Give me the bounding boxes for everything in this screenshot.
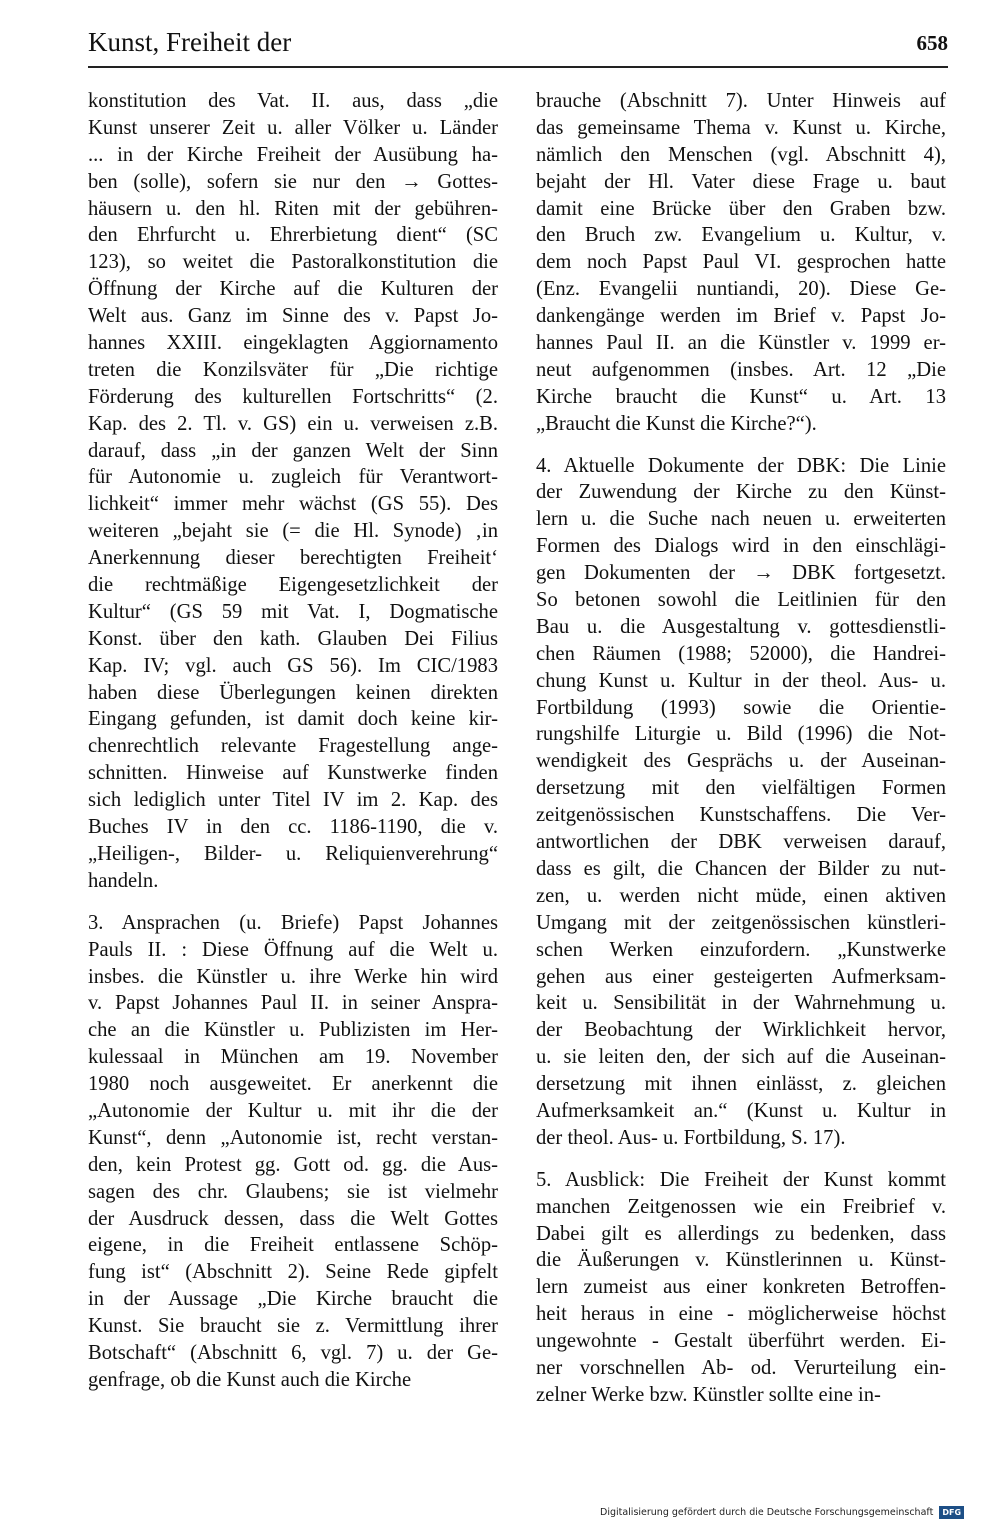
text-line: die rechtmäßige Eigengesetzlichkeit der xyxy=(88,574,498,597)
text-line: der theol. Aus- u. Fortbildung, S. 17). xyxy=(536,1126,846,1149)
text-line: So betonen sowohl die Leitlinien für den xyxy=(536,589,946,612)
text-line: damit eine Brücke über den Graben bzw. xyxy=(536,197,946,220)
dfg-logo: DFG xyxy=(939,1506,964,1519)
text-line: eigene, in die Freiheit entlassene Schöp- xyxy=(88,1234,498,1257)
left-text-column xyxy=(88,88,498,1394)
text-line: Konst. über den kath. Glauben Dei Filius xyxy=(88,627,498,650)
running-header xyxy=(88,24,948,68)
text-line: ner vorschnellen Ab- od. Verurteilung ein- xyxy=(536,1356,946,1379)
text-line: u. sie leiten den, der sich auf die Auseinan- xyxy=(536,1046,946,1069)
text-line: Fortbildung (1993) sowie die Orientie- xyxy=(536,696,946,719)
text-line: Welt aus. Ganz im Sinne des v. Papst Jo- xyxy=(88,305,498,328)
text-line: weiteren „bejaht sie (= die Hl. Synode) ‚in xyxy=(88,520,498,543)
text-line: Formen des Dialogs wird in den einschlägi- xyxy=(536,535,946,558)
text-line: genfrage, ob die Kunst auch die Kirche xyxy=(88,1368,412,1391)
text-line: Aufmerksamkeit an.“ (Kunst u. Kultur in xyxy=(536,1099,946,1122)
text-line: der Ausdruck dessen, dass die Welt Gottes xyxy=(88,1207,498,1230)
text-line: chenrechtlich relevante Fragestellung ange- xyxy=(88,735,498,758)
right-text-column xyxy=(536,88,946,1409)
text-line: wendigkeit des Gesprächs u. der Auseinan- xyxy=(536,750,946,773)
text-line: lern u. die Suche nach neuen u. erweiterten xyxy=(536,508,946,531)
text-line: häusern u. den hl. Riten mit der gebühren- xyxy=(88,197,498,220)
paragraph-gap xyxy=(88,895,498,910)
text-line: konstitution des Vat. II. aus, dass „die xyxy=(88,90,498,112)
text-line: heit heraus in eine - möglicherweise höchst xyxy=(536,1303,946,1326)
text-line: Öffnung der Kirche auf die Kulturen der xyxy=(88,278,498,301)
footer-credit-text: Digitalisierung gefördert durch die Deutsche Forschungsgemeinschaft xyxy=(600,1507,934,1518)
text-line: 5. Ausblick: Die Freiheit der Kunst kommt xyxy=(536,1168,946,1191)
text-line: fung ist“ (Abschnitt 2). Seine Rede gipfelt xyxy=(88,1261,498,1284)
text-line: gen Dokumenten der → DBK fortgesetzt. xyxy=(536,562,946,585)
text-line: nämlich den Menschen (vgl. Abschnitt 4), xyxy=(536,143,946,166)
text-line: gehen aus einer gesteigerten Aufmerksam- xyxy=(536,965,946,988)
text-line: Kultur“ (GS 59 mit Vat. I, Dogmatische xyxy=(88,600,498,623)
text-line: ben (solle), sofern sie nur den → Gottes- xyxy=(88,170,498,193)
text-line: 4. Aktuelle Dokumente der DBK: Die Linie xyxy=(536,454,946,477)
paragraph-gap xyxy=(536,438,946,453)
text-line: keit u. Sensibilität in der Wahrnehmung u. xyxy=(536,992,946,1015)
text-line: dem noch Papst Paul VI. gesprochen hatte xyxy=(536,251,946,274)
text-line: Eingang gefunden, ist damit doch keine kir- xyxy=(88,708,498,731)
text-line: Pauls II. : Diese Öffnung auf die Welt u. xyxy=(88,938,498,961)
text-line: schnitten. Hinweise auf Kunstwerke finden xyxy=(88,762,498,785)
text-line: ... in der Kirche Freiheit der Ausübung ha- xyxy=(88,143,498,166)
text-line: bejaht der Hl. Vater diese Frage u. baut xyxy=(536,170,946,193)
text-line: neut aufgenommen (insbes. Art. 12 „Die xyxy=(536,358,946,381)
text-line: sagen des chr. Glaubens; sie ist vielmehr xyxy=(88,1180,498,1203)
text-line: 123), so weitet die Pastoralkonstitution die xyxy=(88,251,498,274)
text-line: chung Kunst u. Kultur in der theol. Aus- u. xyxy=(536,669,946,692)
text-line: chen Räumen (1988; 52000), die Handrei- xyxy=(536,642,946,665)
text-line: „Braucht die Kunst die Kirche?“). xyxy=(536,412,817,435)
text-line: das gemeinsame Thema v. Kunst u. Kirche, xyxy=(536,116,946,139)
text-line: den, kein Protest gg. Gott od. gg. die Aus- xyxy=(88,1153,498,1176)
text-line: sich lediglich unter Titel IV im 2. Kap. des xyxy=(88,789,498,812)
page-number: 658 xyxy=(916,31,948,55)
text-line: „Autonomie der Kultur u. mit ihr die der xyxy=(88,1099,498,1122)
text-line: kulessaal in München am 19. November xyxy=(88,1046,498,1069)
text-line: haben diese Überlegungen keinen direkten xyxy=(88,681,498,704)
text-line: dass es gilt, die Chancen der Bilder zu nut- xyxy=(536,857,946,880)
text-line: lern zumeist aus einer konkreten Betroffen- xyxy=(536,1276,946,1299)
text-line: Förderung des kulturellen Fortschritts“ (2. xyxy=(88,385,498,408)
text-line: (Enz. Evangelii nuntiandi, 20). Diese Ge- xyxy=(536,278,946,301)
text-line: brauche (Abschnitt 7). Unter Hinweis auf xyxy=(536,90,946,112)
text-line: v. Papst Johannes Paul II. in seiner Anspra- xyxy=(88,992,498,1015)
text-line: ungewohnte - Gestalt überführt werden. Ei- xyxy=(536,1330,946,1353)
paragraph-gap xyxy=(536,1152,946,1167)
text-line: den Ehrfurcht u. Ehrerbietung dient“ (SC xyxy=(88,224,498,247)
text-line: der Beobachtung der Wirklichkeit hervor, xyxy=(536,1019,946,1042)
text-line: zelner Werke bzw. Künstler sollte eine in- xyxy=(536,1383,881,1406)
text-line: Bau u. die Ausgestaltung v. gottesdienstli- xyxy=(536,615,946,638)
text-line: Kunst unserer Zeit u. aller Völker u. Länder xyxy=(88,116,498,139)
text-line: Kap. IV; vgl. auch GS 56). Im CIC/1983 xyxy=(88,654,498,677)
text-line: zeitgenössischen Kunstschaffens. Die Ver- xyxy=(536,804,946,827)
text-line: Dabei gilt es allerdings zu bedenken, dass xyxy=(536,1222,946,1245)
text-line: che an die Künstler u. Publizisten im Her- xyxy=(88,1019,498,1042)
text-line: die Äußerungen v. Künstlerinnen u. Künst- xyxy=(536,1249,946,1272)
text-line: „Heiligen-, Bilder- u. Reliquienverehrung“ xyxy=(88,842,498,865)
page-title: Kunst, Freiheit der xyxy=(88,27,292,57)
text-line: den Bruch zw. Evangelium u. Kultur, v. xyxy=(536,224,946,247)
text-line: schen Werken einzufordern. „Kunstwerke xyxy=(536,938,946,961)
text-line: Kunst. Sie braucht sie z. Vermittlung ihrer xyxy=(88,1315,498,1338)
text-line: lichkeit“ immer mehr wächst (GS 55). Des xyxy=(88,493,498,516)
text-line: Umgang mit der zeitgenössischen künstleri- xyxy=(536,911,946,934)
text-line: treten die Konzilsväter für „Die richtige xyxy=(88,358,498,381)
text-line: dersetzung mit ihnen einlässt, z. gleichen xyxy=(536,1073,946,1096)
text-line: Anerkennung dieser berechtigten Freiheit‘ xyxy=(88,547,498,570)
text-line: Botschaft“ (Abschnitt 6, vgl. 7) u. der Ge- xyxy=(88,1341,498,1364)
text-line: manchen Zeitgenossen wie ein Freibrief v. xyxy=(536,1195,946,1218)
text-line: zen, u. werden nicht müde, einen aktiven xyxy=(536,884,946,907)
text-line: Kunst“, denn „Autonomie ist, recht verstan- xyxy=(88,1126,498,1149)
text-line: handeln. xyxy=(88,869,159,892)
text-line: 1980 noch ausgeweitet. Er anerkennt die xyxy=(88,1073,498,1096)
text-line: für Autonomie u. zugleich für Verantwort- xyxy=(88,466,498,489)
text-line: Kirche braucht die Kunst“ u. Art. 13 xyxy=(536,385,946,408)
text-line: in der Aussage „Die Kirche braucht die xyxy=(88,1288,498,1311)
digitization-footer xyxy=(600,1505,992,1521)
text-line: rungshilfe Liturgie u. Bild (1996) die Not- xyxy=(536,723,946,746)
text-line: 3. Ansprachen (u. Briefe) Papst Johannes xyxy=(88,911,498,934)
text-line: hannes XXIII. eingeklagten Aggiornamento xyxy=(88,332,498,355)
text-line: antwortlichen der DBK verweisen darauf, xyxy=(536,831,946,854)
text-line: dersetzung mit den vielfältigen Formen xyxy=(536,777,946,800)
text-line: insbes. die Künstler u. ihre Werke hin wird xyxy=(88,965,498,988)
text-line: dankengänge werden im Brief v. Papst Jo- xyxy=(536,305,946,328)
text-line: Buches IV in den cc. 1186-1190, die v. xyxy=(88,816,498,839)
text-line: der Zuwendung der Kirche zu den Künst- xyxy=(536,481,946,504)
text-line: hannes Paul II. an die Künstler v. 1999 er- xyxy=(536,332,946,355)
text-line: Kap. des 2. Tl. v. GS) ein u. verweisen z.B. xyxy=(88,412,498,435)
text-line: darauf, dass „in der ganzen Welt der Sinn xyxy=(88,439,498,462)
